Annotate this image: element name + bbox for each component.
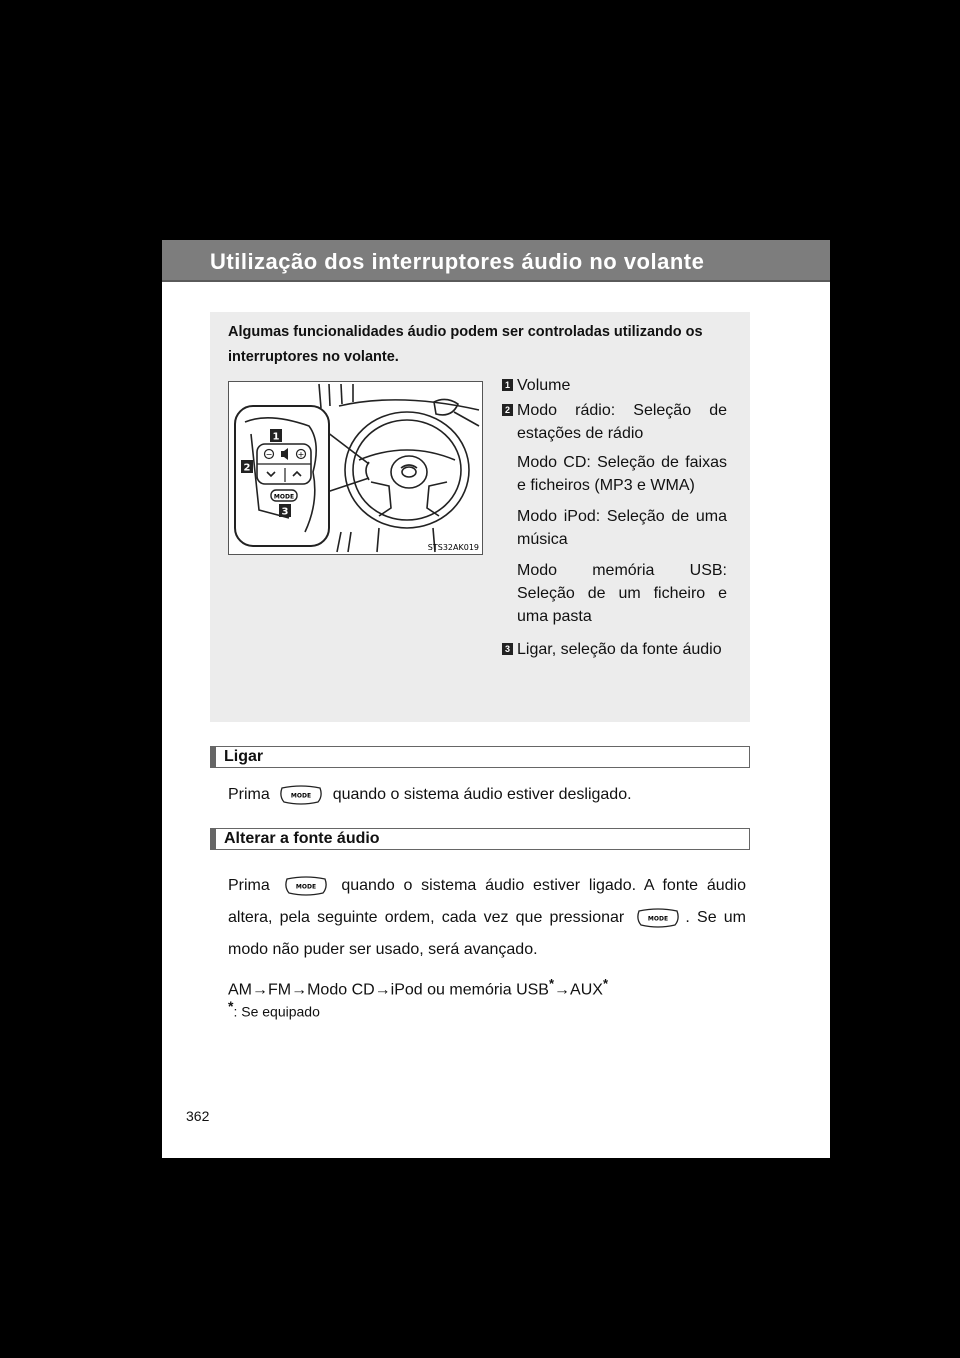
svg-text:MODE: MODE xyxy=(295,883,316,891)
steering-wheel-illustration xyxy=(229,382,482,554)
steering-wheel-figure xyxy=(228,381,483,555)
legend-num-3: 3 xyxy=(502,643,513,655)
callout-2: 2 xyxy=(243,462,251,474)
legend-text-1: Volume xyxy=(517,377,571,394)
section-text-fonte: Prima MODE quando o sistema áudio estiver ligado. A fonte áudio altera, pela seguinte ordem, cada vez que pressionar MODE . Se um modo não puder ser usado, será avançado. AM→FM→Modo CD→iPod ou memória USB*→AUX* xyxy=(228,870,746,1006)
callout-3: 3 xyxy=(281,506,289,518)
legend-item-1 xyxy=(502,374,727,397)
mode-button-icon xyxy=(283,875,329,897)
page-number: 362 xyxy=(186,1108,210,1124)
legend-text-2: Modo rádio: Seleção de estações de rádio xyxy=(517,402,727,442)
footnote: *: Se equipado xyxy=(228,998,320,1020)
section-heading-ligar: Ligar xyxy=(210,746,750,768)
legend-num-1: 1 xyxy=(502,379,513,391)
figure-code: STS32AK019 xyxy=(427,543,479,552)
legend-text-ipod: Modo iPod: Seleção de uma música xyxy=(517,508,727,548)
minus-symbol: − xyxy=(265,450,273,459)
manual-page xyxy=(162,240,830,1158)
callout-1: 1 xyxy=(272,431,280,443)
plus-symbol: + xyxy=(297,450,305,459)
info-box xyxy=(210,312,750,722)
page-title: Utilização dos interruptores áudio no volante xyxy=(162,240,830,282)
legend-num-2: 2 xyxy=(502,404,513,416)
intro-text: Algumas funcionalidades áudio podem ser controladas utilizando os interruptores no volante. xyxy=(228,324,703,365)
legend-item-2 xyxy=(502,399,727,445)
legend-text-3: Ligar, seleção da fonte áudio xyxy=(517,641,722,658)
source-sequence: AM→FM→Modo CD→iPod ou memória USB*→AUX* xyxy=(228,976,608,999)
mode-switch-label: MODE xyxy=(273,493,295,501)
legend-text-cd: Modo CD: Seleção de faixas e ficheiros (MP3 e WMA) xyxy=(517,454,727,494)
svg-text:MODE: MODE xyxy=(648,915,669,923)
mode-button-icon xyxy=(278,784,324,806)
legend-item-3 xyxy=(502,638,727,661)
mode-button-icon xyxy=(635,907,681,929)
section-text-ligar: Prima MODE quando o sistema áudio estiver desligado. xyxy=(228,779,746,811)
section-heading-fonte: Alterar a fonte áudio xyxy=(210,828,750,850)
svg-text:MODE: MODE xyxy=(291,792,312,800)
legend-text-usb: Modo memória USB: Seleção de um ficheiro e uma pasta xyxy=(517,562,727,625)
legend xyxy=(502,374,727,661)
